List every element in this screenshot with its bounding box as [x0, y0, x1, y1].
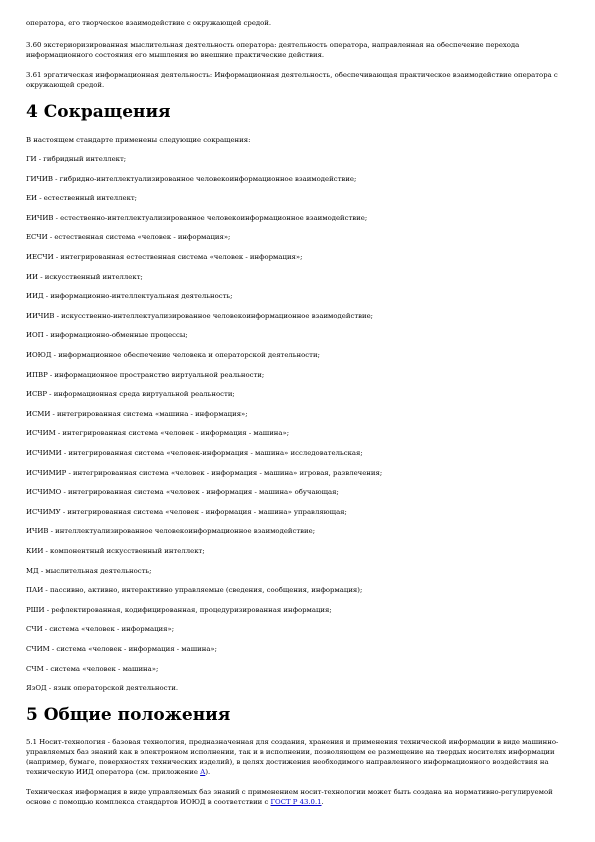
abbreviation-item: ИСВР - информационная среда виртуальной реальности;	[26, 390, 235, 399]
paragraph-5-2-end: .	[321, 798, 324, 806]
abbreviation-item: ГИЧИВ - гибридно-интеллектуализированное человекоинформационное взаимодействие;	[26, 174, 357, 183]
abbreviation-item: РШИ - рефлектированная, кодифицированная, процедуризированная информация;	[26, 605, 332, 614]
paragraph-5-2	[26, 787, 562, 807]
abbreviation-item: СЧИМ - система «человек - информация - машина»;	[26, 645, 217, 653]
abbreviation-item: ГИ - гибридный интеллект;	[26, 155, 127, 163]
abbreviation-item: СЧИ - система «человек - информация»;	[26, 625, 175, 634]
abbreviation-item: ИЕСЧИ - интегрированная естественная система «человек - информация»;	[26, 253, 303, 261]
abbreviations-intro: В настоящем стандарте применены следующие сокращения:	[26, 136, 251, 144]
paragraph-continuation: оператора, его творческое взаимодействие с окружающей средой.	[26, 19, 272, 27]
abbreviation-item: ИПВР - информационное пространство виртуальной реальности;	[26, 370, 265, 379]
abbreviation-item: ЕИ - естественный интеллект;	[26, 194, 138, 203]
abbreviation-item: ИОП - информационно-обменные процессы;	[26, 331, 188, 340]
section-5-heading: 5 Общие положения	[26, 705, 231, 725]
abbreviation-item: ЕСЧИ - естественная система «человек - информация»;	[26, 233, 231, 242]
abbreviation-item: ЕИЧИВ - естественно-интеллектуализированное человекоинформационное взаимодействие;	[26, 213, 368, 222]
paragraph-3-61: 3.61 эргатическая информационная деятельность: Информационная деятельность, обеспечивающая практическое взаимодействие оператора с окружающей средой.	[26, 71, 558, 89]
abbreviation-item: ИОЮД - информационное обеспечение человека и операторской деятельности;	[26, 351, 320, 359]
abbreviation-item: МД - мыслительная деятельность;	[26, 566, 152, 575]
appendix-a-link[interactable]: А	[200, 768, 206, 776]
paragraph-5-1-end: ).	[205, 768, 211, 776]
paragraph-5-2-text: Техническая информация в виде управляемых баз знаний с применением носит-технологии может быть создана на нормативно-регулируемой основе с помощью комплекса стандартов ИОЮД в соответствии с	[26, 788, 553, 806]
abbreviation-item: ИСМИ - интегрированная система «машина - информация»;	[26, 409, 248, 418]
abbreviation-item: ИИЧИВ - искусственно-интеллектуализированное человекоинформационное взаимодействие;	[26, 311, 374, 320]
paragraph-5-1	[26, 737, 562, 777]
paragraph-3-60: 3.60 экстериоризированная мыслительная деятельность оператора: деятельность оператора, направленная на обеспечение перехода информационного состояния его мышления во внешние практические действия.	[26, 41, 520, 59]
paragraph-5-1-text: 5.1 Носит-технология - базовая технология, предназначенная для создания, хранения и применения технической информации в виде машинно-управляемых баз знаний как в электронном исполнении, так и в исполнении, позволяющем ее размещение на твердых носителях информации (например, бумаге, поверхностях технических изделий), в целях достижения необходимого направленного информационного воздействия на техническую ИИД оператора (см. приложение	[26, 738, 559, 776]
abbreviation-item: ИИ - искусственный интеллект;	[26, 272, 143, 281]
gost-link[interactable]: ГОСТ Р 43.0.1	[270, 798, 322, 806]
abbreviation-item: ИСЧИМ - интегрированная система «человек - информация - машина»;	[26, 429, 290, 438]
abbreviation-item: КИИ - компонентный искусственный интеллект;	[26, 547, 205, 555]
section-4-heading: 4 Сокращения	[26, 102, 171, 122]
abbreviation-item: ИЧИВ - интеллектуализированное человекоинформационное взаимодействие;	[26, 527, 316, 536]
abbreviation-item: ИИД - информационно-интеллектуальная деятельность;	[26, 292, 233, 301]
abbreviation-item: СЧМ - система «человек - машина»;	[26, 664, 159, 673]
abbreviation-item: ПАИ - пассивно, активно, интерактивно управляемые (сведения, сообщения, информация);	[26, 586, 363, 595]
abbreviation-item: ИСЧИМИ - интегрированная система «человек-информация - машина» исследовательская;	[26, 449, 363, 457]
abbreviation-item: ИСЧИМИР - интегрированная система «человек - информация - машина» игровая, развлечения;	[26, 468, 383, 477]
abbreviation-item: ИСЧИМО - интегрированная система «человек - информация - машина» обучающая;	[26, 488, 339, 497]
abbreviation-item: ИСЧИМУ - интегрированная система «человек - информация - машина» управляющая;	[26, 507, 347, 516]
abbreviation-item: ЯзОД - язык операторской деятельности.	[26, 684, 179, 693]
